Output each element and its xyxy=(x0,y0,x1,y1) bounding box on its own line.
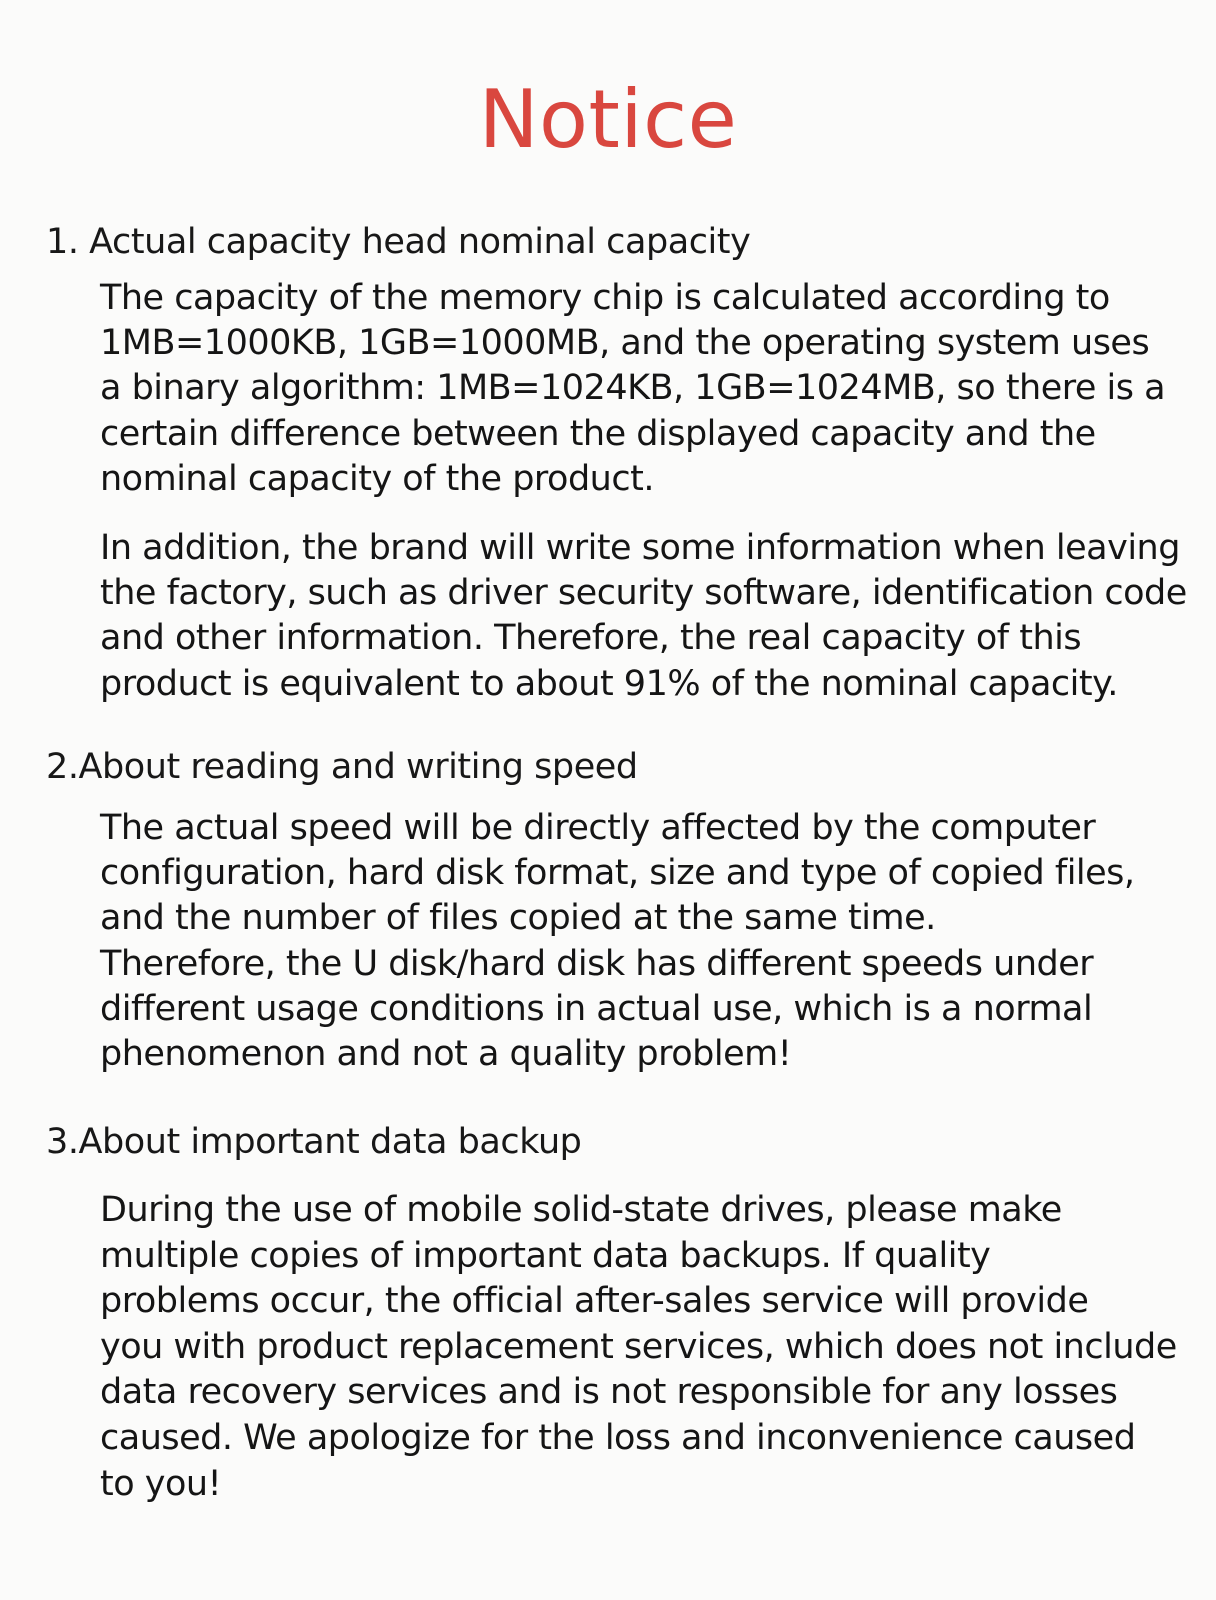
paragraph-line: Therefore, the U disk/hard disk has different speeds under xyxy=(100,943,1094,984)
paragraph-line: the factory, such as driver security software, identification code xyxy=(100,573,1187,614)
paragraph-line: caused. We apologize for the loss and inconvenience caused xyxy=(100,1417,1136,1458)
section-heading-capacity: 1. Actual capacity head nominal capacity xyxy=(46,222,751,262)
paragraph-line: a binary algorithm: 1MB=1024KB, 1GB=1024MB, so there is a xyxy=(100,368,1166,409)
paragraph-line: nominal capacity of the product. xyxy=(100,458,654,499)
paragraph-line: configuration, hard disk format, size and type of copied files, xyxy=(100,853,1135,894)
paragraph-line: different usage conditions in actual use, which is a normal xyxy=(100,988,1093,1029)
paragraph-line: phenomenon and not a quality problem! xyxy=(100,1033,792,1074)
backup-paragraph xyxy=(100,1188,1180,1507)
speed-paragraph xyxy=(100,806,1180,1077)
paragraph-line: The actual speed will be directly affected by the computer xyxy=(100,808,1096,848)
section-heading-speed: 2.About reading and writing speed xyxy=(46,747,638,787)
paragraph-line: 1MB=1000KB, 1GB=1000MB, and the operating system uses xyxy=(100,323,1150,364)
paragraph-line: During the use of mobile solid-state drives, please make xyxy=(100,1190,1062,1230)
paragraph-line: and the number of files copied at the same time. xyxy=(100,898,936,939)
paragraph-line: and other information. Therefore, the real capacity of this xyxy=(100,618,1082,659)
paragraph-line: problems occur, the official after-sales service will provide xyxy=(100,1281,1089,1322)
paragraph-line: The capacity of the memory chip is calculated according to xyxy=(100,278,1110,318)
section-heading-backup: 3.About important data backup xyxy=(46,1122,582,1162)
capacity-paragraph-1 xyxy=(100,276,1180,502)
paragraph-line: certain difference between the displayed capacity and the xyxy=(100,413,1096,454)
paragraph-line: product is equivalent to about 91% of the nominal capacity. xyxy=(100,663,1118,704)
notice-title: Notice xyxy=(478,73,738,166)
paragraph-line: In addition, the brand will write some information when leaving xyxy=(100,528,1180,568)
paragraph-line: data recovery services and is not responsible for any losses xyxy=(100,1372,1118,1413)
paragraph-line: you with product replacement services, which does not include xyxy=(100,1326,1177,1367)
paragraph-line: to you! xyxy=(100,1463,222,1504)
capacity-paragraph-2 xyxy=(100,526,1187,707)
paragraph-line: multiple copies of important data backups. If quality xyxy=(100,1235,991,1276)
